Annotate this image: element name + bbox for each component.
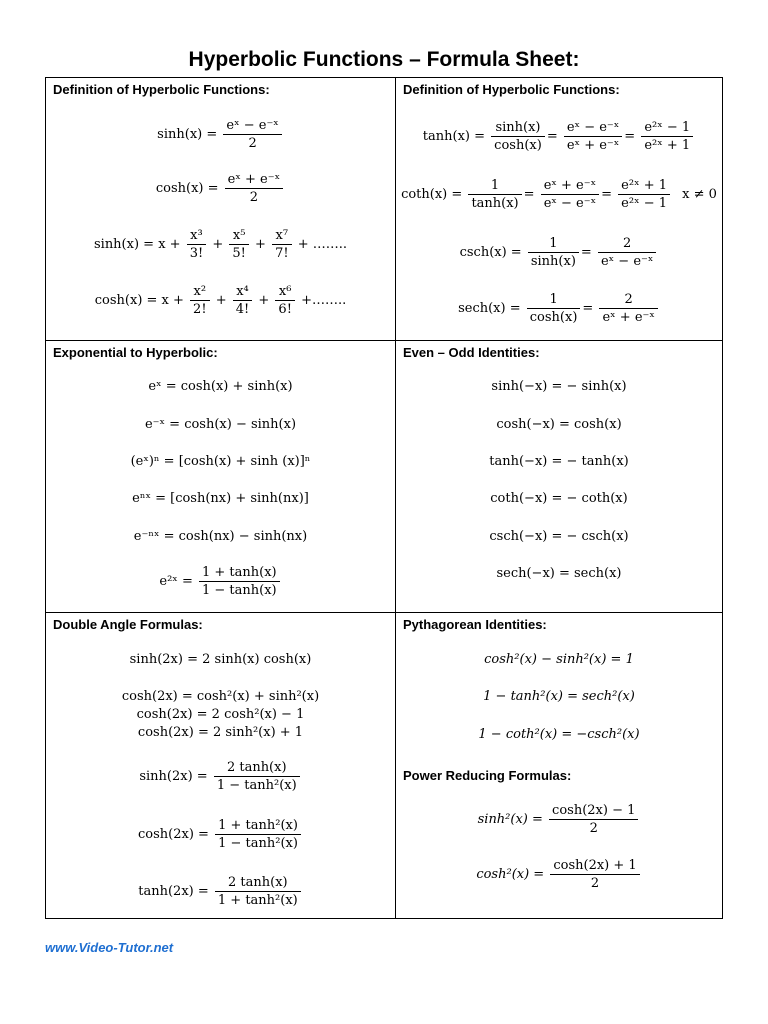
section-heading: Power Reducing Formulas: xyxy=(403,768,572,783)
formula: 1 − coth²(x) = −csch²(x) xyxy=(478,727,640,742)
formula: cosh²(x) = $\frac{\cosh(2x) + 1}{2}$ xyxy=(396,858,722,891)
formula: cosh(2x) = 2 sinh²(x) + 1 xyxy=(137,725,304,740)
formula: sinh(2x) = 2 sinh(x) cosh(x) xyxy=(129,652,312,667)
formula: (eˣ)ⁿ = [cosh(x) + sinh (x)]ⁿ xyxy=(130,454,311,469)
double-angle-cell xyxy=(46,613,395,918)
formula: cosh(−x) = cosh(x) xyxy=(496,417,622,432)
formula-table xyxy=(45,77,723,919)
formula: cosh(2x) = 2 cosh²(x) − 1 xyxy=(136,707,305,722)
section-heading: Pythagorean Identities: xyxy=(403,617,547,632)
section-heading: Definition of Hyperbolic Functions: xyxy=(403,82,620,97)
section-heading: Double Angle Formulas: xyxy=(53,617,203,632)
formula: e⁻ⁿˣ = cosh(nx) − sinh(nx) xyxy=(133,529,308,544)
formula: sinh(x) = x + $\frac{\text{x³}}{3!}$ + $\frac{\text{x⁵}}{5!}$ + $\frac{\text{x⁷}}{7!}$ + …….. xyxy=(93,228,348,261)
formula: e⁻ˣ = cosh(x) − sinh(x) xyxy=(144,417,297,432)
section-heading: Even – Odd Identities: xyxy=(403,345,540,360)
formula: csch(−x) = − csch(x) xyxy=(489,529,629,544)
page-title: Hyperbolic Functions – Formula Sheet: xyxy=(188,48,580,71)
formula: sech(−x) = sech(x) xyxy=(496,566,622,581)
formula: cosh²(x) − sinh²(x) = 1 xyxy=(484,652,634,667)
formula: cosh(2x) = $\frac{\text{1 + tanh²(x)}}{\text{1 − tanh²(x)}}$ xyxy=(46,818,395,851)
pythagorean-identities-cell xyxy=(396,613,722,918)
formula: csch(x) = $\frac{1}{\sinh(x)}$ = $\frac{2}{\text{eˣ − e⁻ˣ}}$ xyxy=(396,236,722,269)
formula: tanh(−x) = − tanh(x) xyxy=(489,454,629,469)
formula: sinh(−x) = − sinh(x) xyxy=(491,379,627,394)
formula: e²ˣ = $\frac{1 + \tanh(x)}{1 - \tanh(x)}$ xyxy=(46,565,395,598)
formula: sinh(x) = $\frac{\text{eˣ − e⁻ˣ}}{2}$ xyxy=(46,118,395,151)
formula: eⁿˣ = [cosh(nx) + sinh(nx)] xyxy=(132,491,309,506)
section-heading: Exponential to Hyperbolic: xyxy=(53,345,218,360)
formula: tanh(2x) = $\frac{2 \tanh(x)}{\text{1 + tanh²(x)}}$ xyxy=(46,875,395,908)
formula: 1 − tanh²(x) = sech²(x) xyxy=(483,689,635,704)
formula: tanh(x) = $\frac{\sinh(x)}{\cosh(x)}$ = $\frac{\text{eˣ − e⁻ˣ}}{\text{eˣ + e⁻ˣ}}$ = $\frac{\text{e²ˣ − 1}}{\text{e²ˣ + 1}}$ xyxy=(396,120,722,153)
formula: coth(−x) = − coth(x) xyxy=(490,491,628,506)
formula: sech(x) = $\frac{1}{\cosh(x)}$ = $\frac{2}{\text{eˣ + e⁻ˣ}}$ xyxy=(396,292,722,325)
definitions-left-cell xyxy=(46,78,395,340)
even-odd-identities-cell xyxy=(396,341,722,612)
formula: cosh(x) = $\frac{\text{eˣ + e⁻ˣ}}{2}$ xyxy=(46,172,395,205)
definitions-right-cell xyxy=(396,78,722,340)
formula: sinh(2x) = $\frac{2 \tanh(x)}{\text{1 − tanh²(x)}}$ xyxy=(46,760,395,793)
formula: eˣ = cosh(x) + sinh(x) xyxy=(148,379,293,394)
exponential-to-hyperbolic-cell xyxy=(46,341,395,612)
formula: cosh(2x) = cosh²(x) + sinh²(x) xyxy=(121,689,320,704)
formula: cosh(x) = x + $\frac{\text{x²}}{2!}$ + $\frac{\text{x⁴}}{4!}$ + $\frac{\text{x⁶}}{6!}$ +…….. xyxy=(94,284,347,317)
website-link[interactable]: www.Video-Tutor.net xyxy=(45,940,174,955)
formula: sinh²(x) = $\frac{\cosh(2x) - 1}{2}$ xyxy=(396,803,722,836)
formula: coth(x) = $\frac{1}{\tanh(x)}$ = $\frac{\text{eˣ + e⁻ˣ}}{\text{eˣ − e⁻ˣ}}$ = $\frac{\text{e²ˣ + 1}}{\text{e²ˣ − 1}}$ x ≠ 0 xyxy=(401,178,717,211)
section-heading: Definition of Hyperbolic Functions: xyxy=(53,82,270,97)
